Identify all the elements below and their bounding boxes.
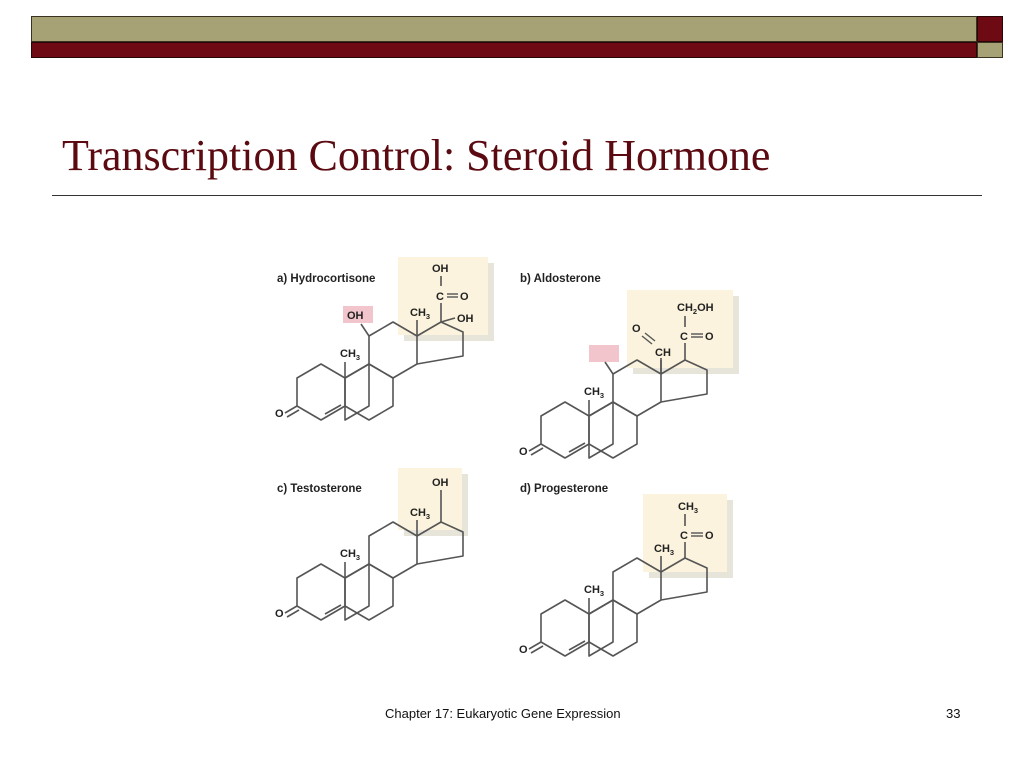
svg-text:CH3: $CH_3$ [340,348,361,362]
svg-text:OH: OH [432,477,449,489]
page-number: 33 [946,706,961,721]
label-hydrocortisone: a) Hydrocortisone [277,273,376,285]
svg-text:CH: CH [655,347,671,359]
label-testosterone: c) Testosterone [277,483,362,495]
svg-text:O: O [705,331,714,343]
svg-text:C: C [680,331,688,343]
svg-text:CH3: $CH_3$ [584,584,605,598]
svg-text:O: O [460,291,469,303]
label-progesterone: d) Progesterone [520,483,609,495]
svg-text:O: O [275,408,284,420]
svg-text:C: C [436,291,444,303]
svg-text:OH: OH [457,313,474,325]
svg-text:CH3: $CH_3$ [678,501,699,515]
svg-text:CH3: $CH_3$ [654,543,675,557]
svg-text:CH2OH: $CH_2OH$ [677,302,714,316]
svg-text:O: O [519,446,528,458]
svg-text:CH3: $CH_3$ [410,307,431,321]
svg-text:CH3: $CH_3$ [340,548,361,562]
slide-footer: Chapter 17: Eukaryotic Gene Expression [385,706,621,721]
svg-text:CH3: $CH_3$ [584,386,605,400]
svg-text:O: O [275,608,284,620]
oh-highlight-b [589,345,619,362]
svg-text:CH3: $CH_3$ [410,507,431,521]
svg-text:O: O [705,530,714,542]
oh-group-a: OH [347,310,364,322]
slide-title: Transcription Control: Steroid Hormone [62,131,771,180]
svg-text:C: C [680,530,688,542]
svg-text:O: O [632,323,641,335]
svg-text:O: O [519,644,528,656]
label-aldosterone: b) Aldosterone [520,273,601,285]
svg-text:OH: OH [432,263,449,275]
